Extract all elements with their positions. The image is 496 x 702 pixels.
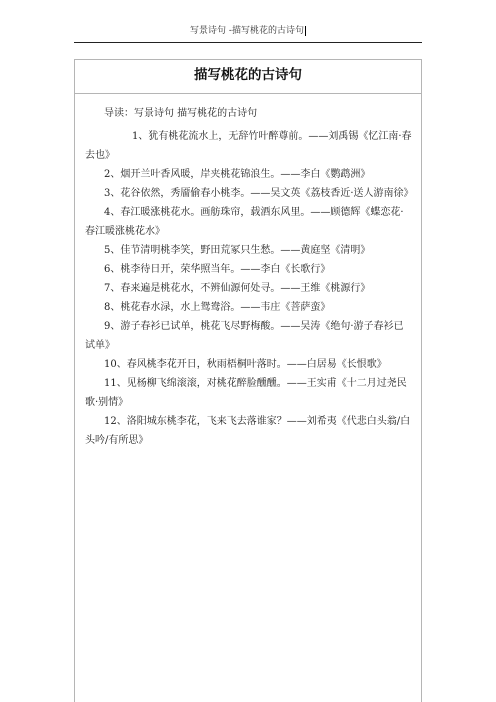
poem-line: 11、见杨柳飞绵滚滚，对桃花醉脸醺醺。——王实甫《十二月过尧民歌·别情》	[85, 378, 407, 408]
poem-line: 6、桃李待日开，荣华照当年。——李白《长歌行》	[104, 264, 331, 275]
title-divider	[75, 93, 421, 94]
poem-line: 7、春来遍是桃花水，不辨仙源何处寻。——王维《桃源行》	[104, 283, 371, 294]
text-cursor	[305, 26, 306, 36]
document-frame	[74, 59, 422, 702]
poem-line: 8、桃花春水渌，水上鸳鸯浴。——韦庄《菩萨蛮》	[104, 302, 331, 313]
poem-line: 4、春江暖涨桃花水。画舫珠帘，载酒东风里。——顾德辉《蝶恋花·春江暖涨桃花水》	[85, 207, 404, 237]
document-title: 描写桃花的古诗句	[194, 67, 302, 83]
poem-line: 9、游子春衫已试单，桃花飞尽野梅酸。——吴涛《绝句·游子春衫已试单》	[85, 321, 404, 351]
poem-line: 10、春风桃李花开日，秋雨梧桐叶落时。——白居易《长恨歌》	[104, 359, 387, 370]
page-header	[74, 20, 422, 43]
poem-line: 3、花谷依然，秀靥偷春小桃李。——吴文英《荔枝香近·送人游南徐》	[104, 188, 414, 199]
poem-line: 12、洛阳城东桃李花，飞来飞去落谁家？——刘希夷《代悲白头翁/白头吟/有所思》	[85, 416, 411, 446]
poem-line: 2、烟开兰叶香风暖，岸夹桃花锦浪生。——李白《鹦鹉洲》	[104, 169, 371, 180]
document-body	[85, 100, 413, 450]
poem-line: 1、犹有桃花流水上，无辞竹叶醉尊前。——刘禹锡《忆江南·春去也》	[85, 131, 412, 161]
header-text: 写景诗句 -描写桃花的古诗句	[190, 26, 304, 36]
intro-paragraph: 导读：写景诗句 描写桃花的古诗句	[104, 108, 258, 119]
poem-line: 5、佳节清明桃李笑，野田荒冢只生愁。——黄庭坚《清明》	[104, 245, 371, 256]
